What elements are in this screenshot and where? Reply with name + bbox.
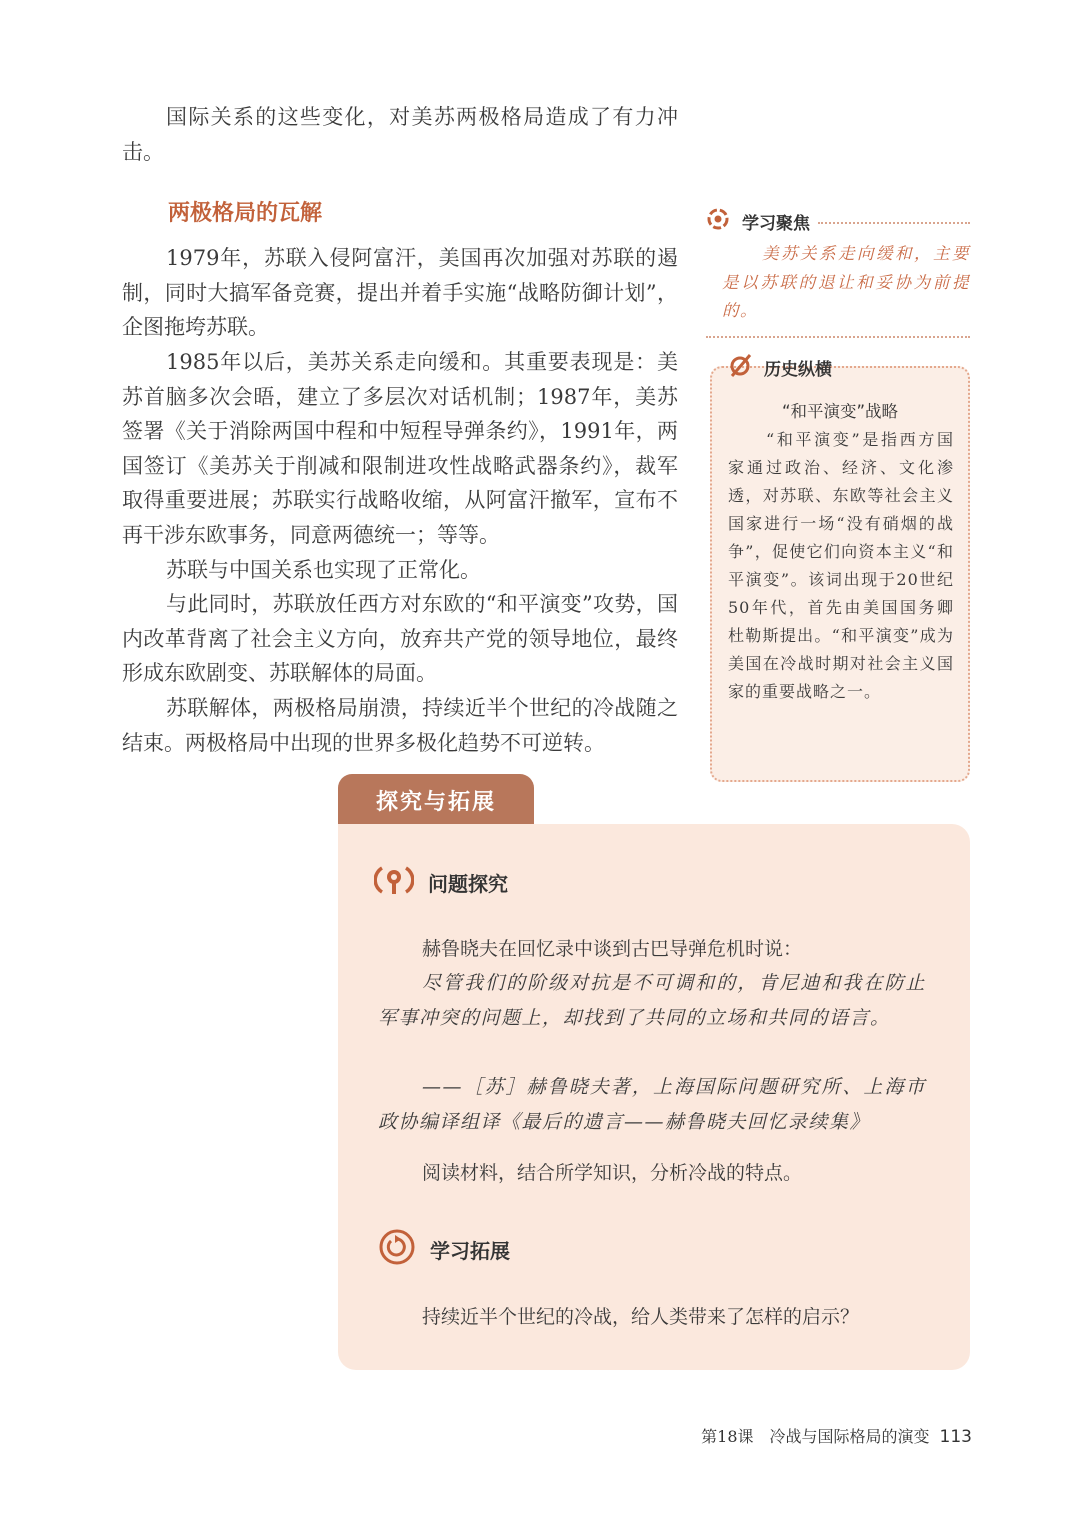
history-header [728, 352, 832, 382]
paragraph-peaceful-evolution: 与此同时，苏联放任西方对东欧的“和平演变”攻势，国内改革背离了社会主义方向，放弃共产党的领导地位，最终形成东欧剧变、苏联解体的局面。 [122, 592, 678, 686]
question-task: 阅读材料，结合所学知识，分析冷战的特点。 [422, 1162, 803, 1184]
paragraph-cold-war-end: 苏联解体，两极格局崩溃，持续近半个世纪的冷战随之结束。两极格局中出现的世界多极化趋势不可逆转。 [122, 695, 678, 755]
question-quote: 尽管我们的阶级对抗是不可调和的，肯尼迪和我在防止军事冲突的问题上，却找到了共同的立场和共同的语言。 [378, 972, 926, 1029]
lesson-title: 第18课 冷战与国际格局的演变 [701, 1427, 930, 1446]
study-focus-label: 学习聚焦 [742, 213, 810, 234]
section-title: 两极格局的瓦解 [168, 201, 323, 227]
paragraph-1985: 1985年以后，美苏关系走向缓和。其重要表现是：美苏首脑多次会晤，建立了多层次对话机制；1987年，美苏签署《关于消除两国中程和中短程导弹条约》，1991年，两国签订《美苏关于削减和限制进攻性战略武器条约》，裁军取得重要进展；苏联实行战略收缩，从阿富汗撤军，宣布不再干涉东欧事务，同意两德统一；等等。 [122, 349, 678, 547]
target-icon [706, 207, 730, 235]
main-column [122, 100, 678, 760]
paragraph-1979: 1979年，苏联入侵阿富汗，美国再次加强对苏联的遏制，同时大搞军备竞赛，提出并着手实施“战略防御计划”，企图拖垮苏联。 [122, 246, 678, 340]
question-icon [374, 862, 414, 902]
refresh-icon [378, 1228, 416, 1270]
study-focus-text: 美苏关系走向缓和，主要是以苏联的退让和妥协为前提的。 [722, 244, 970, 320]
paragraph-intro: 国际关系的这些变化，对美苏两极格局造成了有力冲击。 [122, 105, 678, 164]
history-icon [728, 352, 754, 382]
question-header [374, 862, 508, 902]
history-label: 历史纵横 [764, 359, 832, 380]
question-intro: 赫鲁晓夫在回忆录中谈到古巴导弹危机时说： [422, 938, 803, 960]
explore-tab: 探究与拓展 [338, 774, 534, 826]
study-focus-box [706, 206, 970, 338]
page-footer [700, 1424, 972, 1447]
question-source: ——［苏］赫鲁晓夫著，上海国际问题研究所、上海市政协编译组译《最后的遗言——赫鲁晓夫回忆录续集》 [378, 1076, 926, 1133]
page-number: 113 [939, 1427, 972, 1447]
paragraph-china-relations: 苏联与中国关系也实现了正常化。 [166, 557, 481, 582]
question-label: 问题探究 [428, 871, 508, 896]
extension-text: 持续近半个世纪的冷战，给人类带来了怎样的启示？ [422, 1306, 860, 1328]
divider [706, 336, 970, 338]
extension-label: 学习拓展 [430, 1238, 510, 1263]
extension-header [378, 1228, 510, 1270]
history-title: “和平演变”战略 [781, 402, 899, 421]
divider [818, 222, 970, 224]
history-text: “和平演变”是指西方国家通过政治、经济、文化渗透，对苏联、东欧等社会主义国家进行一场“没有硝烟的战争”，促使它们向资本主义“和平演变”。该词出现于20世纪50年代，首先由美国国务卿杜勒斯提出。“和平演变”成为美国在冷战时期对社会主义国家的重要战略之一。 [728, 430, 954, 701]
